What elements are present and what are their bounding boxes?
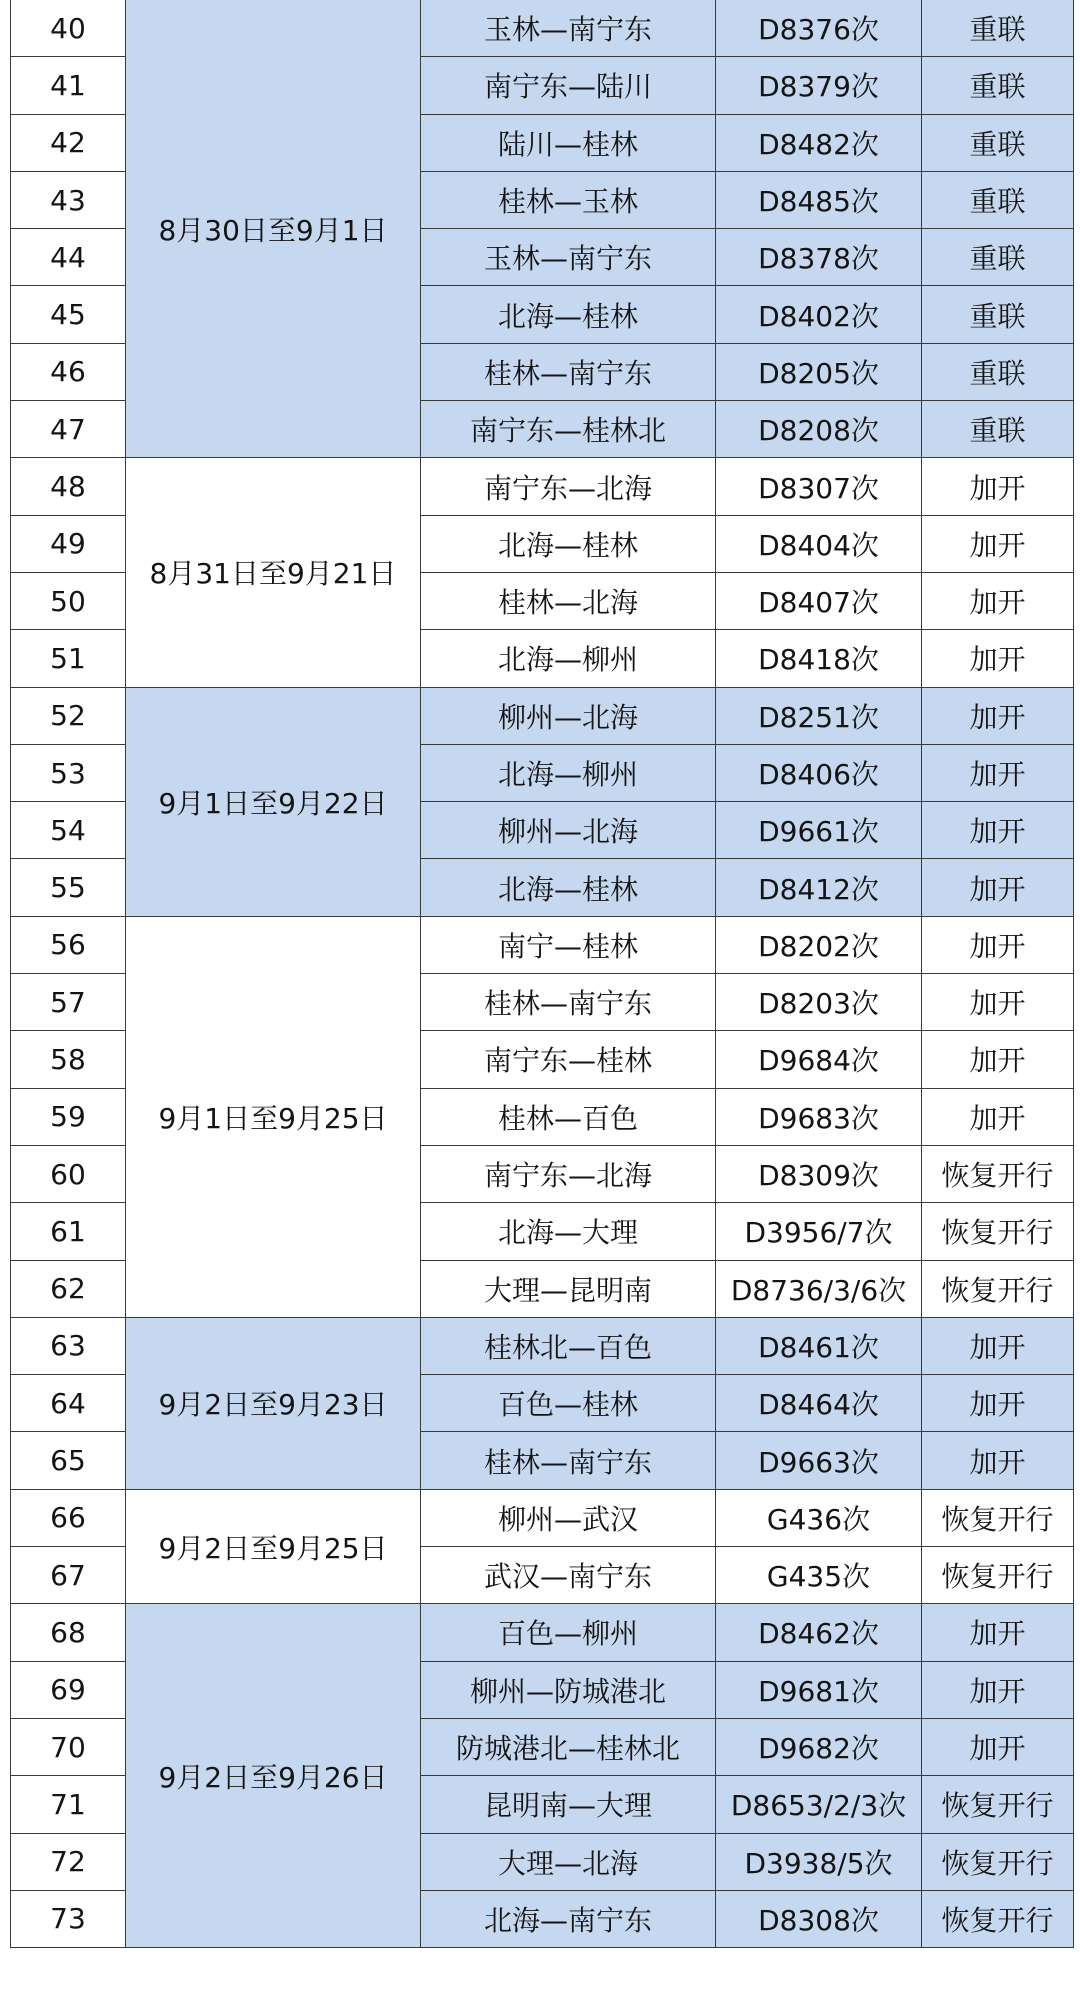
route-cell: 大理—昆明南 <box>421 1260 716 1317</box>
route-cell: 北海—桂林 <box>421 859 716 916</box>
date-range-cell: 9月1日至9月22日 <box>126 687 421 916</box>
route-cell: 北海—桂林 <box>421 515 716 572</box>
operation-type-cell: 重联 <box>922 0 1074 57</box>
row-number-cell: 65 <box>11 1432 126 1489</box>
route-cell: 北海—南宁东 <box>421 1890 716 1947</box>
row-number-cell: 67 <box>11 1547 126 1604</box>
train-number-cell: G436次 <box>716 1489 922 1546</box>
route-cell: 桂林—百色 <box>421 1088 716 1145</box>
route-cell: 桂林北—百色 <box>421 1317 716 1374</box>
operation-type-cell: 重联 <box>922 229 1074 286</box>
route-cell: 柳州—北海 <box>421 687 716 744</box>
row-number-cell: 59 <box>11 1088 126 1145</box>
table-row <box>11 1604 1074 1661</box>
operation-type-cell: 重联 <box>922 286 1074 343</box>
row-number-cell: 62 <box>11 1260 126 1317</box>
train-number-cell: D8378次 <box>716 229 922 286</box>
train-schedule-table <box>10 0 1074 1948</box>
train-number-cell: D8736/3/6次 <box>716 1260 922 1317</box>
train-number-cell: D8309次 <box>716 1145 922 1202</box>
row-number-cell: 60 <box>11 1145 126 1202</box>
train-number-cell: D8404次 <box>716 515 922 572</box>
train-number-cell: D8203次 <box>716 974 922 1031</box>
row-number-cell: 45 <box>11 286 126 343</box>
operation-type-cell: 恢复开行 <box>922 1776 1074 1833</box>
row-number-cell: 58 <box>11 1031 126 1088</box>
route-cell: 百色—柳州 <box>421 1604 716 1661</box>
row-number-cell: 73 <box>11 1890 126 1947</box>
operation-type-cell: 重联 <box>922 57 1074 114</box>
row-number-cell: 49 <box>11 515 126 572</box>
route-cell: 防城港北—桂林北 <box>421 1718 716 1775</box>
operation-type-cell: 恢复开行 <box>922 1833 1074 1890</box>
row-number-cell: 70 <box>11 1718 126 1775</box>
operation-type-cell: 加开 <box>922 458 1074 515</box>
train-number-cell: D9683次 <box>716 1088 922 1145</box>
train-number-cell: D8412次 <box>716 859 922 916</box>
operation-type-cell: 加开 <box>922 630 1074 687</box>
operation-type-cell: 恢复开行 <box>922 1547 1074 1604</box>
route-cell: 玉林—南宁东 <box>421 229 716 286</box>
train-number-cell: D9661次 <box>716 802 922 859</box>
route-cell: 陆川—桂林 <box>421 114 716 171</box>
route-cell: 桂林—南宁东 <box>421 343 716 400</box>
row-number-cell: 72 <box>11 1833 126 1890</box>
row-number-cell: 40 <box>11 0 126 57</box>
train-number-cell: G435次 <box>716 1547 922 1604</box>
row-number-cell: 43 <box>11 171 126 228</box>
row-number-cell: 63 <box>11 1317 126 1374</box>
train-number-cell: D9684次 <box>716 1031 922 1088</box>
table-row <box>11 687 1074 744</box>
train-number-cell: D8307次 <box>716 458 922 515</box>
operation-type-cell: 加开 <box>922 802 1074 859</box>
table-row <box>11 458 1074 515</box>
train-schedule-body <box>11 0 1074 1948</box>
row-number-cell: 50 <box>11 572 126 629</box>
operation-type-cell: 加开 <box>922 1031 1074 1088</box>
operation-type-cell: 重联 <box>922 114 1074 171</box>
route-cell: 柳州—北海 <box>421 802 716 859</box>
row-number-cell: 53 <box>11 744 126 801</box>
row-number-cell: 54 <box>11 802 126 859</box>
date-range-cell: 8月31日至9月21日 <box>126 458 421 687</box>
table-row <box>11 0 1074 57</box>
row-number-cell: 64 <box>11 1375 126 1432</box>
route-cell: 桂林—南宁东 <box>421 1432 716 1489</box>
train-number-cell: D9663次 <box>716 1432 922 1489</box>
date-range-cell: 9月2日至9月23日 <box>126 1317 421 1489</box>
route-cell: 北海—柳州 <box>421 744 716 801</box>
row-number-cell: 57 <box>11 974 126 1031</box>
operation-type-cell: 加开 <box>922 916 1074 973</box>
train-number-cell: D8208次 <box>716 401 922 458</box>
route-cell: 玉林—南宁东 <box>421 0 716 57</box>
operation-type-cell: 加开 <box>922 1375 1074 1432</box>
train-number-cell: D8251次 <box>716 687 922 744</box>
route-cell: 桂林—南宁东 <box>421 974 716 1031</box>
operation-type-cell: 加开 <box>922 744 1074 801</box>
train-number-cell: D8308次 <box>716 1890 922 1947</box>
operation-type-cell: 加开 <box>922 1317 1074 1374</box>
operation-type-cell: 加开 <box>922 572 1074 629</box>
row-number-cell: 55 <box>11 859 126 916</box>
route-cell: 北海—桂林 <box>421 286 716 343</box>
train-number-cell: D3956/7次 <box>716 1203 922 1260</box>
row-number-cell: 69 <box>11 1661 126 1718</box>
row-number-cell: 41 <box>11 57 126 114</box>
operation-type-cell: 加开 <box>922 859 1074 916</box>
row-number-cell: 48 <box>11 458 126 515</box>
route-cell: 昆明南—大理 <box>421 1776 716 1833</box>
operation-type-cell: 加开 <box>922 1088 1074 1145</box>
date-range-cell: 9月2日至9月26日 <box>126 1604 421 1948</box>
route-cell: 桂林—玉林 <box>421 171 716 228</box>
date-range-cell: 9月2日至9月25日 <box>126 1489 421 1604</box>
train-number-cell: D8407次 <box>716 572 922 629</box>
train-number-cell: D8418次 <box>716 630 922 687</box>
row-number-cell: 66 <box>11 1489 126 1546</box>
route-cell: 桂林—北海 <box>421 572 716 629</box>
route-cell: 柳州—武汉 <box>421 1489 716 1546</box>
train-number-cell: D9682次 <box>716 1718 922 1775</box>
train-number-cell: D8406次 <box>716 744 922 801</box>
route-cell: 百色—桂林 <box>421 1375 716 1432</box>
operation-type-cell: 恢复开行 <box>922 1203 1074 1260</box>
row-number-cell: 46 <box>11 343 126 400</box>
operation-type-cell: 恢复开行 <box>922 1260 1074 1317</box>
route-cell: 南宁东—北海 <box>421 1145 716 1202</box>
operation-type-cell: 恢复开行 <box>922 1145 1074 1202</box>
row-number-cell: 42 <box>11 114 126 171</box>
train-number-cell: D8653/2/3次 <box>716 1776 922 1833</box>
operation-type-cell: 恢复开行 <box>922 1890 1074 1947</box>
route-cell: 北海—大理 <box>421 1203 716 1260</box>
train-number-cell: D8205次 <box>716 343 922 400</box>
row-number-cell: 61 <box>11 1203 126 1260</box>
route-cell: 柳州—防城港北 <box>421 1661 716 1718</box>
table-row <box>11 1317 1074 1374</box>
route-cell: 大理—北海 <box>421 1833 716 1890</box>
operation-type-cell: 加开 <box>922 1604 1074 1661</box>
train-number-cell: D8485次 <box>716 171 922 228</box>
train-number-cell: D8482次 <box>716 114 922 171</box>
train-number-cell: D8402次 <box>716 286 922 343</box>
route-cell: 南宁东—北海 <box>421 458 716 515</box>
operation-type-cell: 重联 <box>922 343 1074 400</box>
route-cell: 武汉—南宁东 <box>421 1547 716 1604</box>
operation-type-cell: 加开 <box>922 974 1074 1031</box>
route-cell: 南宁东—桂林 <box>421 1031 716 1088</box>
row-number-cell: 56 <box>11 916 126 973</box>
operation-type-cell: 重联 <box>922 401 1074 458</box>
operation-type-cell: 加开 <box>922 1718 1074 1775</box>
row-number-cell: 51 <box>11 630 126 687</box>
date-range-cell: 8月30日至9月1日 <box>126 0 421 458</box>
row-number-cell: 71 <box>11 1776 126 1833</box>
route-cell: 北海—柳州 <box>421 630 716 687</box>
train-number-cell: D8462次 <box>716 1604 922 1661</box>
operation-type-cell: 加开 <box>922 1432 1074 1489</box>
train-number-cell: D9681次 <box>716 1661 922 1718</box>
date-range-cell: 9月1日至9月25日 <box>126 916 421 1317</box>
operation-type-cell: 加开 <box>922 687 1074 744</box>
row-number-cell: 47 <box>11 401 126 458</box>
row-number-cell: 44 <box>11 229 126 286</box>
train-number-cell: D8461次 <box>716 1317 922 1374</box>
operation-type-cell: 重联 <box>922 171 1074 228</box>
row-number-cell: 68 <box>11 1604 126 1661</box>
operation-type-cell: 加开 <box>922 1661 1074 1718</box>
train-number-cell: D8202次 <box>716 916 922 973</box>
train-number-cell: D8376次 <box>716 0 922 57</box>
route-cell: 南宁东—陆川 <box>421 57 716 114</box>
table-row <box>11 1489 1074 1546</box>
route-cell: 南宁东—桂林北 <box>421 401 716 458</box>
operation-type-cell: 恢复开行 <box>922 1489 1074 1546</box>
route-cell: 南宁—桂林 <box>421 916 716 973</box>
table-row <box>11 916 1074 973</box>
row-number-cell: 52 <box>11 687 126 744</box>
train-number-cell: D3938/5次 <box>716 1833 922 1890</box>
train-number-cell: D8379次 <box>716 57 922 114</box>
train-number-cell: D8464次 <box>716 1375 922 1432</box>
operation-type-cell: 加开 <box>922 515 1074 572</box>
